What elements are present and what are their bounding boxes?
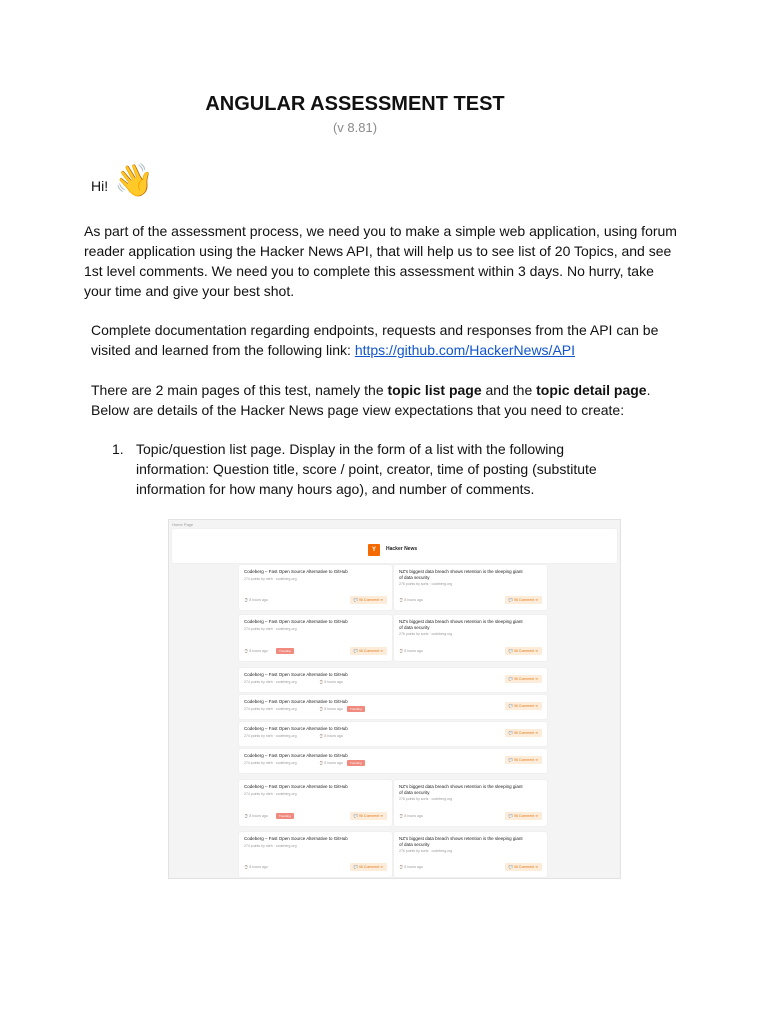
topic-time: ⌚ 8 hours ago	[399, 865, 423, 869]
topic-card[interactable]	[239, 695, 547, 719]
topic-title: NZ's biggest data breach shows retention is the sleeping giant of data security	[399, 569, 523, 580]
topic-meta: 276 points by sorts · codeberg.org	[399, 849, 453, 853]
topic-time: ⌚ 8 hours ago	[244, 598, 268, 602]
topic-card[interactable]	[394, 780, 547, 826]
pages-text-a: There are 2 main pages of this test, namely the	[91, 382, 388, 398]
topic-title: NZ's biggest data breach shows retention is the sleeping giant of data security	[399, 619, 523, 630]
topic-time: ⌚ 8 hours ago	[399, 598, 423, 602]
trending-badge: Trending	[276, 813, 294, 819]
comments-button[interactable]: 💬 96 Comment ➜	[505, 729, 542, 737]
topic-meta: 274 points by rdeh · codeberg.org	[244, 761, 297, 765]
comments-button[interactable]: 💬 96 Comment ➜	[350, 596, 387, 604]
topic-card[interactable]	[394, 565, 547, 610]
topic-meta: 276 points by sorts · codeberg.org	[399, 582, 453, 586]
topic-time: ⌚ 8 hours ago	[319, 680, 343, 684]
topic-card[interactable]	[239, 749, 547, 773]
topic-card[interactable]	[239, 722, 547, 746]
waving-hand-icon: 👋	[114, 162, 154, 198]
pages-text-e: . Below are details of the Hacker News page view expectations that you need to create:	[91, 382, 651, 418]
topic-meta: 274 points by rdeh · codeberg.org	[244, 577, 297, 581]
comments-button[interactable]: 💬 96 Comment ➜	[505, 596, 542, 604]
topic-title: Codeberg – Fast Open Source Alternative to GitHub	[244, 836, 348, 841]
topic-title: Codeberg – Fast Open Source Alternative to GitHub	[244, 726, 348, 731]
comments-button[interactable]: 💬 96 Comment ➜	[505, 647, 542, 655]
comments-button[interactable]: 💬 96 Comment ➜	[350, 812, 387, 820]
topic-detail-page-term: topic detail page	[536, 382, 647, 398]
topic-card[interactable]	[394, 615, 547, 661]
comments-button[interactable]: 💬 96 Comment ➜	[505, 756, 542, 764]
topic-meta: 276 points by sorts · codeberg.org	[399, 632, 453, 636]
topic-meta: 276 points by sorts · codeberg.org	[399, 797, 453, 801]
topic-time: ⌚ 8 hours ago	[244, 865, 268, 869]
topic-time: ⌚ 8 hours ago	[319, 734, 343, 738]
requirements-list-item	[112, 439, 652, 499]
topic-time: ⌚ 8 hours ago	[319, 761, 343, 765]
topic-meta: 274 points by rdeh · codeberg.org	[244, 844, 297, 848]
topic-title: Codeberg – Fast Open Source Alternative to GitHub	[244, 753, 348, 758]
api-docs-link[interactable]: https://github.com/HackerNews/API	[354, 342, 576, 358]
comments-button[interactable]: 💬 96 Comment ➜	[505, 812, 542, 820]
greeting-text: Hi!	[91, 178, 109, 194]
trending-badge: Trending	[347, 760, 365, 766]
topic-time: ⌚ 8 hours ago	[244, 814, 268, 818]
pages-paragraph	[91, 380, 691, 420]
list-number: 1.	[112, 441, 124, 457]
topic-meta: 274 points by rdeh · codeberg.org	[244, 792, 297, 796]
topic-time: ⌚ 8 hours ago	[244, 649, 268, 653]
document-version: (v 8.81)	[332, 120, 378, 135]
topic-meta: 274 points by rdeh · codeberg.org	[244, 627, 297, 631]
topic-card[interactable]	[239, 832, 392, 877]
comments-button[interactable]: 💬 96 Comment ➜	[350, 863, 387, 871]
list-item-text: Topic/question list page. Display in the form of a list with the following information: Question title, score / point, creator, time of posting (substitute information for how many hours ago), and number of comments.	[136, 441, 597, 497]
docs-paragraph	[91, 320, 691, 360]
topic-card[interactable]	[239, 780, 392, 826]
mockup-header	[172, 529, 617, 563]
greeting	[91, 162, 154, 202]
docs-paragraph-text: Complete documentation regarding endpoints, requests and responses from the API can be visited and learned from the following link:	[91, 322, 659, 358]
topic-title: Codeberg – Fast Open Source Alternative to GitHub	[244, 672, 348, 677]
comments-button[interactable]: 💬 96 Comment ➜	[350, 647, 387, 655]
topic-meta: 274 points by rdeh · codeberg.org	[244, 680, 297, 684]
topic-title: Codeberg – Fast Open Source Alternative to GitHub	[244, 569, 348, 574]
comments-button[interactable]: 💬 96 Comment ➜	[505, 675, 542, 683]
pages-text-c: and the	[481, 382, 537, 398]
topic-title: Codeberg – Fast Open Source Alternative to GitHub	[244, 699, 348, 704]
topic-title: Codeberg – Fast Open Source Alternative to GitHub	[244, 619, 348, 624]
topic-card[interactable]	[239, 668, 547, 692]
topic-card[interactable]	[239, 565, 392, 610]
comments-button[interactable]: 💬 96 Comment ➜	[505, 702, 542, 710]
topic-title: Codeberg – Fast Open Source Alternative to GitHub	[244, 784, 348, 789]
hn-brand-name: Hacker News	[386, 546, 418, 552]
trending-badge: Trending	[347, 706, 365, 712]
topic-title: NZ's biggest data breach shows retention is the sleeping giant of data security	[399, 784, 523, 795]
topic-time: ⌚ 8 hours ago	[319, 707, 343, 711]
topic-meta: 274 points by rdeh · codeberg.org	[244, 707, 297, 711]
trending-badge: Trending	[276, 648, 294, 654]
topic-title: NZ's biggest data breach shows retention is the sleeping giant of data security	[399, 836, 523, 847]
hn-logo-icon: Y	[368, 544, 380, 556]
intro-paragraph: As part of the assessment process, we need you to make a simple web application, using forum reader application using the Hacker News API, that will help us to see list of 20 Topics, and see 1st level comments. We need you to complete this assessment within 3 days. No hurry, take your time and give your best shot.	[84, 223, 677, 299]
mockup-screenshot	[168, 519, 621, 879]
mockup-page-label: Home Page	[172, 522, 194, 527]
topic-time: ⌚ 8 hours ago	[399, 649, 423, 653]
document-title: ANGULAR ASSESSMENT TEST	[205, 93, 505, 115]
topic-card[interactable]	[239, 615, 392, 661]
topic-card[interactable]	[394, 832, 547, 877]
comments-button[interactable]: 💬 96 Comment ➜	[505, 863, 542, 871]
topic-time: ⌚ 8 hours ago	[399, 814, 423, 818]
topic-list-page-term: topic list page	[387, 382, 482, 398]
topic-meta: 274 points by rdeh · codeberg.org	[244, 734, 297, 738]
